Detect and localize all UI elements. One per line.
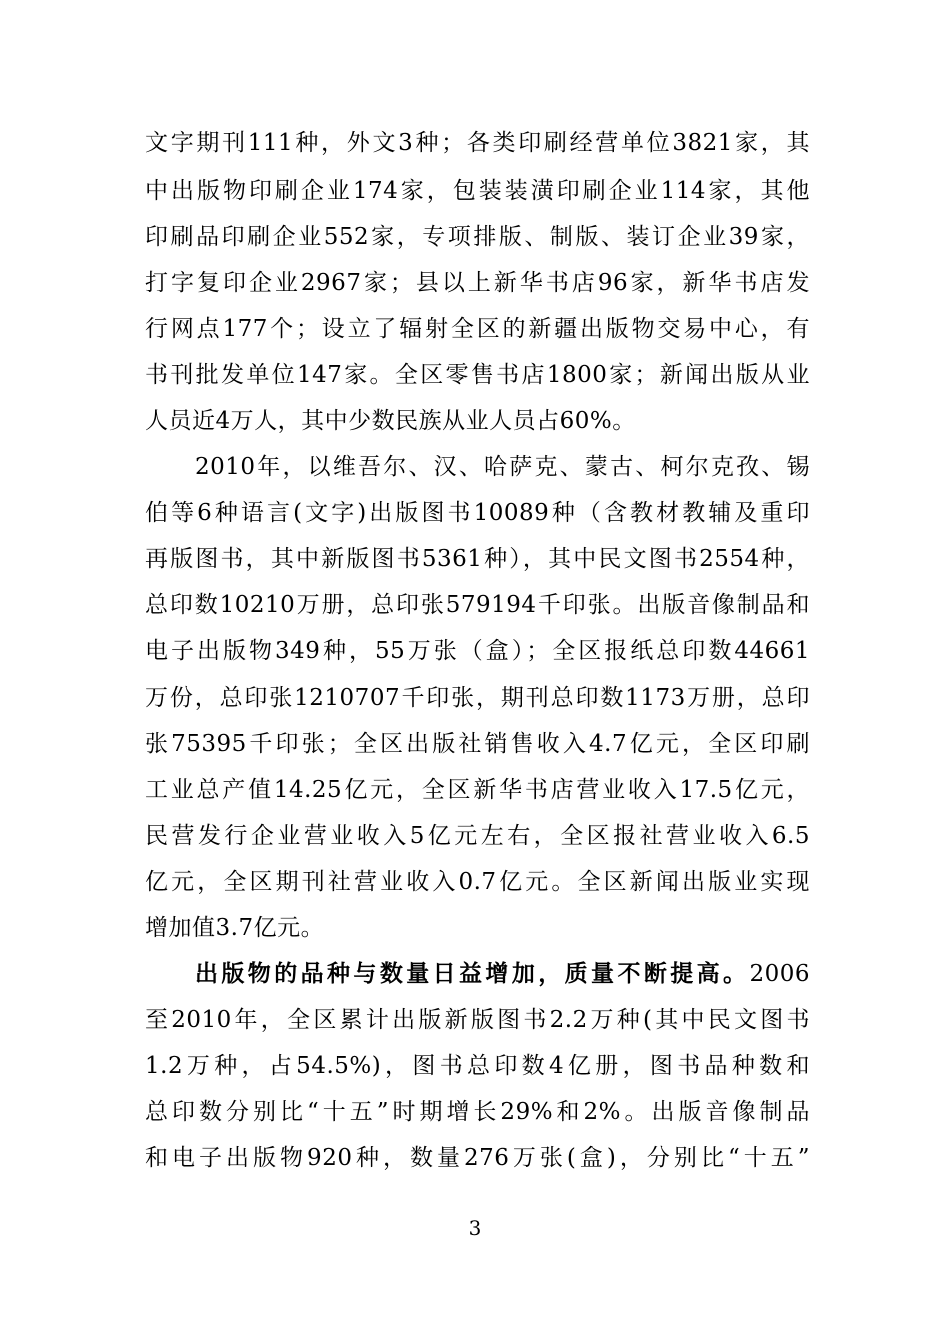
text-line: 民营发行企业营业收入5亿元左右，全区报社营业收入6.5 [145,823,810,849]
text-line: 至2010年，全区累计出版新版图书2.2万种(其中民文图书 [145,1007,810,1033]
text-line: 再版图书，其中新版图书5361种），其中民文图书2554种， [145,546,810,572]
text-line: 亿元，全区期刊社营业收入0.7亿元。全区新闻出版业实现 [145,869,810,895]
text-line: 总印数分别比“十五”时期增长29%和2%。出版音像制品 [145,1099,810,1125]
text-line: 行网点177个；设立了辐射全区的新疆出版物交易中心，有 [145,316,810,342]
text-line: 1.2万种，占54.5%)，图书总印数4亿册，图书品种数和 [145,1053,810,1079]
text-line: 电子出版物349种，55万张（盒）；全区报纸总印数44661 [145,638,810,664]
paragraph-heading: 出版物的品种与数量日益增加，质量不断提高。 [195,960,750,987]
text-line: 增加值3.7亿元。 [145,915,325,941]
text-line [195,959,810,989]
text-line: 印刷品印刷企业552家，专项排版、制版、装订企业39家， [145,224,810,250]
text-line: 万份，总印张1210707千印张，期刊总印数1173万册，总印 [145,685,810,711]
text-line: 文字期刊111种，外文3种；各类印刷经营单位3821家，其 [145,130,810,156]
text-line: 打字复印企业2967家；县以上新华书店96家，新华书店发 [145,270,810,296]
text-line: 人员近4万人，其中少数民族从业人员占60%。 [145,408,636,434]
text-line: 书刊批发单位147家。全区零售书店1800家；新闻出版从业 [145,362,810,388]
page-number: 3 [468,1216,482,1240]
heading-line-rest: 2006 [749,961,810,987]
text-line: 张75395千印张；全区出版社销售收入4.7亿元，全区印刷 [145,731,810,757]
text-line: 和电子出版物920种，数量276万张(盒)，分别比“十五” [145,1145,810,1171]
text-line: 总印数10210万册，总印张579194千印张。出版音像制品和 [145,592,810,618]
text-line: 伯等6种语言(文字)出版图书10089种（含教材教辅及重印 [145,500,810,526]
text-line: 工业总产值14.25亿元，全区新华书店营业收入17.5亿元， [145,777,810,803]
text-line: 中出版物印刷企业174家，包装装潢印刷企业114家，其他 [145,178,810,204]
text-line: 2010年，以维吾尔、汉、哈萨克、蒙古、柯尔克孜、锡 [195,454,810,480]
